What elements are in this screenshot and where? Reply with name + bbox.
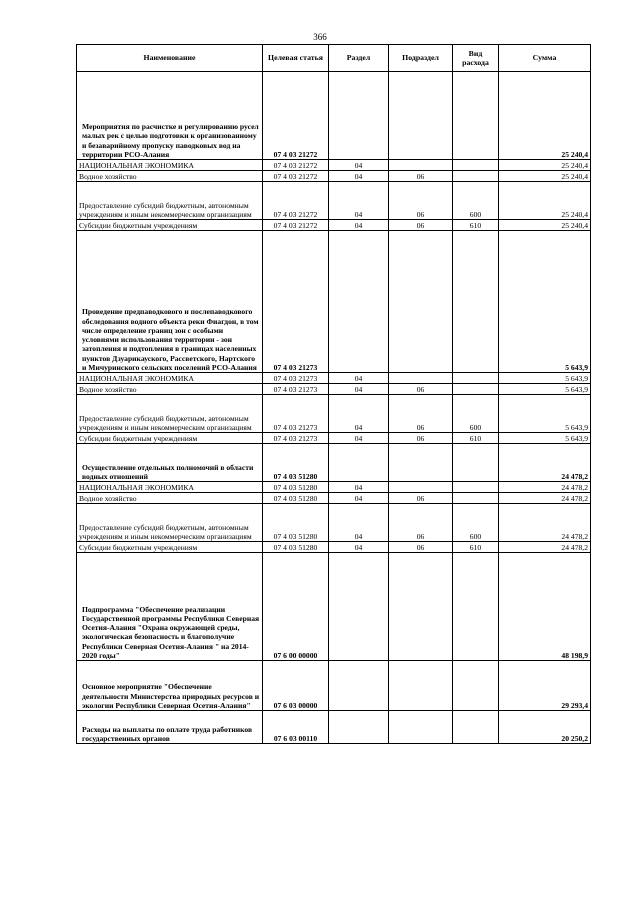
table-cell-section [329, 661, 389, 711]
table-cell-section: 04 [329, 504, 389, 542]
table-cell-name: НАЦИОНАЛЬНАЯ ЭКОНОМИКА [77, 160, 263, 171]
table-row [77, 395, 591, 433]
table-cell-name: Водное хозяйство [77, 384, 263, 395]
table-row [77, 504, 591, 542]
table-cell-section: 04 [329, 395, 389, 433]
table-cell-name: Основное мероприятие "Обеспечение деятельности Министерства природных ресурсов и экологии Республики Северная Осетия-Алания" [77, 661, 263, 711]
table-cell-amount: 20 250,2 [499, 711, 591, 744]
table-cell-expense-type [453, 171, 499, 182]
table-cell-article: 07 4 03 21273 [263, 395, 329, 433]
table-cell-name: Предоставление субсидий бюджетным, автономным учреждениям и иным некоммерческим организациям [77, 182, 263, 220]
table-header-row [77, 45, 591, 72]
col-header-amount: Сумма [499, 45, 591, 72]
col-header-article: Целевая статья [263, 45, 329, 72]
table-cell-amount: 25 240,4 [499, 182, 591, 220]
table-cell-amount: 24 478,2 [499, 444, 591, 482]
table-cell-expense-type [453, 160, 499, 171]
table-cell-amount: 25 240,4 [499, 171, 591, 182]
table-cell-subsection: 06 [389, 493, 453, 504]
table-cell-article: 07 4 03 51280 [263, 444, 329, 482]
table-cell-name: Субсидии бюджетным учреждениям [77, 433, 263, 444]
table-cell-subsection: 06 [389, 504, 453, 542]
table-row [77, 444, 591, 482]
table-row [77, 482, 591, 493]
table-cell-article: 07 4 03 21272 [263, 171, 329, 182]
table-cell-subsection: 06 [389, 384, 453, 395]
table-cell-article: 07 6 00 00000 [263, 553, 329, 661]
table-cell-amount: 24 478,2 [499, 493, 591, 504]
table-cell-subsection: 06 [389, 542, 453, 553]
table-cell-expense-type [453, 711, 499, 744]
table-cell-amount: 5 643,9 [499, 395, 591, 433]
table-cell-name: НАЦИОНАЛЬНАЯ ЭКОНОМИКА [77, 482, 263, 493]
table-cell-article: 07 6 03 00110 [263, 711, 329, 744]
table-cell-section: 04 [329, 220, 389, 231]
page-number: 366 [313, 32, 327, 42]
table-cell-expense-type [453, 553, 499, 661]
table-cell-article: 07 4 03 21272 [263, 72, 329, 160]
table-cell-name: Предоставление субсидий бюджетным, автономным учреждениям и иным некоммерческим организациям [77, 395, 263, 433]
table-cell-name: Субсидии бюджетным учреждениям [77, 220, 263, 231]
table-cell-name: НАЦИОНАЛЬНАЯ ЭКОНОМИКА [77, 373, 263, 384]
budget-table [76, 44, 591, 744]
table-row [77, 72, 591, 160]
table-cell-subsection [389, 72, 453, 160]
table-row [77, 373, 591, 384]
table-cell-section [329, 711, 389, 744]
table-row [77, 220, 591, 231]
table-cell-article: 07 4 03 51280 [263, 493, 329, 504]
table-cell-article: 07 6 03 00000 [263, 661, 329, 711]
table-cell-article: 07 4 03 51280 [263, 482, 329, 493]
table-cell-expense-type: 600 [453, 182, 499, 220]
table-cell-section: 04 [329, 182, 389, 220]
table-cell-article: 07 4 03 21273 [263, 373, 329, 384]
table-row [77, 384, 591, 395]
table-cell-amount: 5 643,9 [499, 373, 591, 384]
table-cell-subsection: 06 [389, 171, 453, 182]
table-cell-amount: 5 643,9 [499, 231, 591, 373]
table-cell-expense-type [453, 482, 499, 493]
table-cell-article: 07 4 03 21273 [263, 384, 329, 395]
table-cell-section [329, 444, 389, 482]
table-cell-subsection [389, 444, 453, 482]
table-cell-subsection [389, 482, 453, 493]
table-cell-amount: 25 240,4 [499, 160, 591, 171]
table-cell-amount: 25 240,4 [499, 72, 591, 160]
table-cell-article: 07 4 03 21273 [263, 231, 329, 373]
table-cell-amount: 24 478,2 [499, 504, 591, 542]
col-header-name: Наименование [77, 45, 263, 72]
table-cell-name: Субсидии бюджетным учреждениям [77, 542, 263, 553]
table-cell-section [329, 553, 389, 661]
table-cell-name: Подпрограмма "Обеспечение реализации Государственной программы Республики Северная Осетия-Алания "Охрана окружающей среды, экологическая безопасность и благополучие Республики Северная Осетия-Алания " на 2014-2020 годы" [77, 553, 263, 661]
table-row [77, 711, 591, 744]
table-cell-subsection: 06 [389, 182, 453, 220]
table-cell-article: 07 4 03 21272 [263, 160, 329, 171]
table-cell-amount: 5 643,9 [499, 433, 591, 444]
table-cell-section: 04 [329, 433, 389, 444]
table-cell-subsection: 06 [389, 395, 453, 433]
table-cell-article: 07 4 03 51280 [263, 504, 329, 542]
table-cell-expense-type: 600 [453, 395, 499, 433]
table-row [77, 433, 591, 444]
table-cell-subsection [389, 160, 453, 171]
table-cell-name: Осуществление отдельных полномочий в области водных отношений [77, 444, 263, 482]
table-row [77, 231, 591, 373]
table-cell-subsection [389, 711, 453, 744]
table-cell-subsection [389, 231, 453, 373]
table-row [77, 553, 591, 661]
table-cell-expense-type: 610 [453, 433, 499, 444]
table-cell-article: 07 4 03 21272 [263, 220, 329, 231]
table-cell-amount: 5 643,9 [499, 384, 591, 395]
table-cell-section: 04 [329, 542, 389, 553]
table-cell-expense-type [453, 444, 499, 482]
table-cell-expense-type: 610 [453, 220, 499, 231]
table-cell-expense-type [453, 373, 499, 384]
table-cell-amount: 24 478,2 [499, 482, 591, 493]
table-cell-expense-type [453, 384, 499, 395]
table-cell-name: Предоставление субсидий бюджетным, автономным учреждениям и иным некоммерческим организациям [77, 504, 263, 542]
table-cell-subsection [389, 373, 453, 384]
table-cell-expense-type [453, 661, 499, 711]
table-row [77, 661, 591, 711]
table-body [77, 72, 591, 744]
table-cell-subsection: 06 [389, 220, 453, 231]
table-cell-section [329, 72, 389, 160]
table-cell-expense-type [453, 72, 499, 160]
table-cell-amount: 24 478,2 [499, 542, 591, 553]
table-cell-article: 07 4 03 51280 [263, 542, 329, 553]
table-cell-section: 04 [329, 384, 389, 395]
table-row [77, 493, 591, 504]
table-row [77, 182, 591, 220]
table-cell-amount: 29 293,4 [499, 661, 591, 711]
table-cell-name: Водное хозяйство [77, 493, 263, 504]
col-header-section: Раздел [329, 45, 389, 72]
table-cell-section: 04 [329, 171, 389, 182]
table-cell-amount: 48 198,9 [499, 553, 591, 661]
table-cell-section: 04 [329, 160, 389, 171]
table-cell-subsection: 06 [389, 433, 453, 444]
table-cell-name: Мероприятия по расчистке и регулированию русел малых рек с целью подготовки к организованному и безаварийному пропуску паводковых вод на территории РСО-Алания [77, 72, 263, 160]
table-cell-section: 04 [329, 493, 389, 504]
table-cell-article: 07 4 03 21273 [263, 433, 329, 444]
col-header-subsection: Подраздел [389, 45, 453, 72]
table-cell-expense-type: 600 [453, 504, 499, 542]
table-cell-expense-type [453, 231, 499, 373]
table-cell-expense-type: 610 [453, 542, 499, 553]
table-cell-section: 04 [329, 373, 389, 384]
table-cell-name: Расходы на выплаты по оплате труда работников государственных органов [77, 711, 263, 744]
table-row [77, 160, 591, 171]
table-row [77, 542, 591, 553]
table-cell-section [329, 231, 389, 373]
table-cell-subsection [389, 661, 453, 711]
table-cell-expense-type [453, 493, 499, 504]
table-cell-amount: 25 240,4 [499, 220, 591, 231]
col-header-expense-type: Вид расхода [453, 45, 499, 72]
table-cell-subsection [389, 553, 453, 661]
table-cell-section: 04 [329, 482, 389, 493]
table-cell-name: Водное хозяйство [77, 171, 263, 182]
table-cell-name: Проведение предпаводкового и послепаводкового обследования водного объекта реки Фиагдон, в том числе определение границ зон с особыми условиями использования территории - зон затопления и подтопления в границах населенных пунктов Дзуарикауского, Рассветского, Нартского и Мичуринского сельских поселений РСО-Алания [77, 231, 263, 373]
table-cell-article: 07 4 03 21272 [263, 182, 329, 220]
table-row [77, 171, 591, 182]
